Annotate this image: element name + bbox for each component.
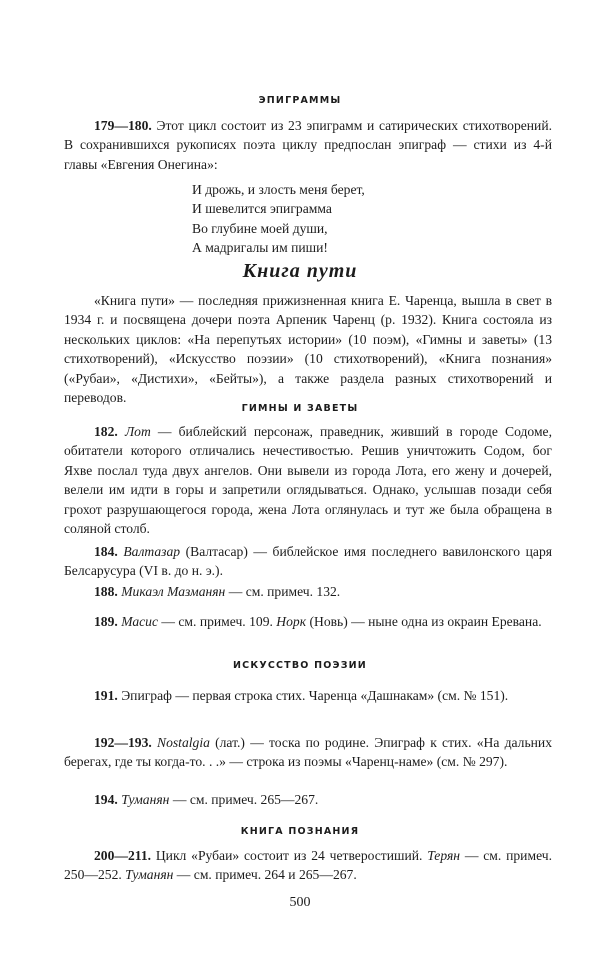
note-term: Nostalgia (157, 735, 210, 750)
note-term: Лот (124, 424, 151, 439)
note-191 (64, 686, 552, 705)
note-text: — см. примеч. 132. (225, 584, 341, 599)
note-184 (64, 542, 552, 581)
note-text: Эпиграф — первая строка стих. Чаренца «Дашнакам» (см. № 151). (117, 688, 509, 703)
verse-line: Во глубине моей души, (192, 220, 328, 236)
section-heading-hymns: ГИМНЫ И ЗАВЕТЫ (241, 403, 359, 414)
section-heading-art: ИСКУССТВО ПОЭЗИИ (233, 660, 367, 671)
note-term: Норк (276, 614, 307, 629)
note-term: Микаэл Мазманян (121, 584, 226, 599)
book-title: Книга пути (242, 260, 358, 282)
epigraph-verse (192, 180, 552, 258)
note-text: — см. примеч. 264 и 265—267. (173, 867, 357, 883)
note-text: (лат.) — тоска по родине. Эпиграф к стих. «На дальних берегах, где ты когда-то. . .» — строка из поэмы «Чаренц-наме» (см. № 297). (64, 735, 552, 770)
note-number: 188. (94, 584, 118, 599)
section-heading-epigrams: ЭПИГРАММЫ (258, 95, 342, 106)
note-text: — см. примеч. 109. (158, 614, 277, 629)
note-200-211 (64, 846, 552, 885)
note-term: Туманян (121, 792, 170, 807)
book-intro: «Книга пути» — последняя прижизненная книга Е. Чаренца, вышла в свет в 1934 г. и посвящена дочери поэта Арпеник Чаренц (р. 1932). Книга состояла из нескольких циклов: «На перепутьях истории» (10 поэм), «Гимны и заветы» (13 стихотворений), «Искусство поэзии» (10 стихотворений), «Книга познания» («Рубаи», «Дистихи», «Бейты»), а также раздела разных стихотворений и переводов. (64, 293, 552, 406)
note-term: Валтазар (123, 544, 181, 559)
note-188 (64, 582, 552, 601)
note-number: 191. (94, 688, 118, 703)
note-text: Цикл «Рубаи» состоит из 24 четверостиший. (151, 848, 428, 863)
note-term: Масис (121, 614, 158, 629)
note-text: (Валтасар) — библейское имя последнего вавилонского царя Белсарусура (VI в. до н. э.). (64, 544, 552, 579)
note-number: 200—211. (94, 848, 152, 863)
page-number: 500 (289, 895, 311, 910)
note-number: 179—180. (94, 118, 152, 133)
note-text: Этот цикл состоит из 23 эпиграмм и сатирических стихотворений. В сохранившихся рукописях поэта циклу предпослан эпиграф — стихи из 4-й главы «Евгения Онегина»: (64, 118, 552, 172)
note-192-193 (64, 733, 552, 772)
verse-line: И дрожь, и злость меня берет, (192, 182, 365, 197)
verse-line: И шевелится эпиграмма (192, 201, 332, 217)
note-number: 194. (94, 792, 118, 807)
note-number: 192—193. (94, 735, 152, 750)
note-text: — см. примеч. 250—252. (64, 848, 552, 883)
note-text: — см. примеч. 265—267. (169, 792, 319, 807)
note-194 (64, 790, 552, 809)
note-number: 182. (94, 424, 118, 439)
verse-line: А мадригалы им пиши! (192, 240, 328, 256)
note-term: Терян (427, 848, 461, 863)
note-term: Туманян (125, 867, 174, 883)
note-number: 189. (94, 614, 118, 629)
note-text: — библейский персонаж, праведник, живший в городе Содоме, обитатели которого отличались нечестивостью. Решив уничтожить Содом, бог Яхве послал туда двух ангелов. Они вывели из города Лота, его жену и дочерей, велели им идти в горы и запретили оглядываться. Однако, услышав позади себя грохот разрушающегося города, жена Лота оглянулась и тут же была обращена в соляной столб. (64, 424, 552, 537)
note-text: (Новь) — ныне одна из окраин Еревана. (306, 614, 542, 629)
note-182 (64, 422, 552, 538)
section-heading-knowledge: КНИГА ПОЗНАНИЯ (240, 826, 360, 837)
note-number: 184. (94, 544, 118, 559)
note-179-180 (64, 116, 552, 174)
note-189 (64, 612, 552, 631)
